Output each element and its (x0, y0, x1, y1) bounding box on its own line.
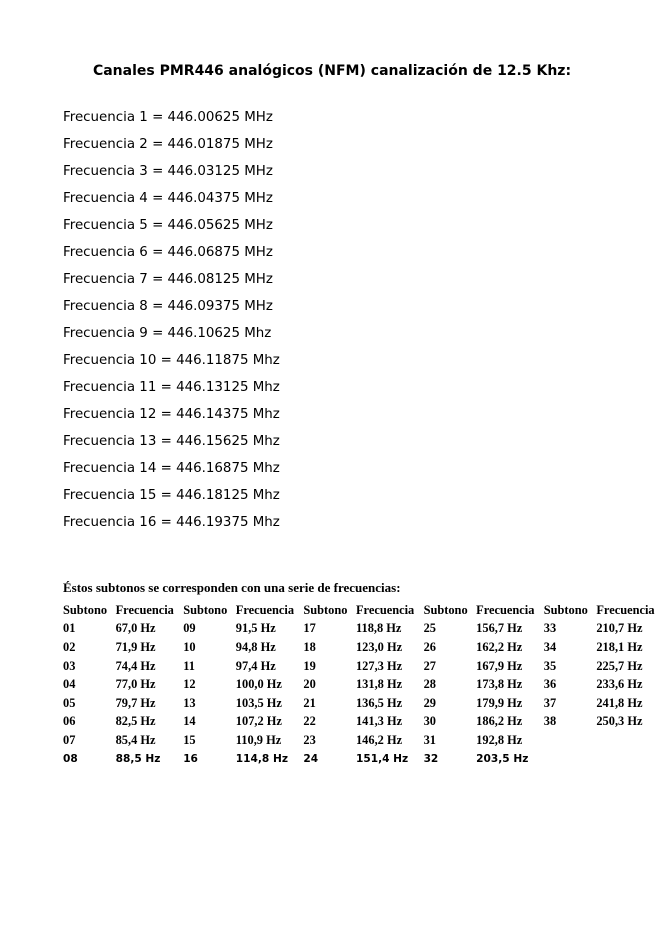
subtono-cell: 30 (423, 714, 436, 729)
subtones-intro: Éstos subtonos se corresponden con una serie de frecuencias: (63, 580, 401, 595)
subtono-cell: 02 (63, 639, 76, 654)
frequency-item: Frecuencia 11 = 446.13125 Mhz (63, 380, 280, 395)
frecuencia-cell (596, 731, 664, 750)
header-subtono: Subtono (423, 602, 468, 617)
subtono-cell: 15 (183, 732, 196, 747)
frequency-item: Frecuencia 10 = 446.11875 Mhz (63, 353, 280, 368)
header-frecuencia: Frecuencia (355, 602, 415, 617)
frecuencia-cell: 167,9 Hz (476, 658, 523, 673)
frecuencia-cell: 250,3 Hz (596, 714, 643, 729)
subtono-cell: 09 (183, 621, 196, 636)
table-row (63, 713, 664, 732)
frecuencia-cell: 110,9 Hz (235, 732, 282, 747)
subtono-cell: 14 (183, 714, 196, 729)
subtono-cell: 22 (303, 714, 316, 729)
frecuencia-cell: 241,8 Hz (596, 695, 643, 710)
frecuencia-cell: 79,7 Hz (115, 695, 156, 710)
frequency-item: Frecuencia 1 = 446.00625 MHz (63, 110, 273, 125)
frequency-item: Frecuencia 16 = 446.19375 Mhz (63, 515, 280, 530)
subtono-cell: 33 (543, 621, 557, 636)
subtono-cell (544, 750, 597, 769)
frecuencia-cell: 91,5 Hz (235, 621, 276, 636)
frecuencia-cell: 85,4 Hz (115, 732, 156, 747)
frecuencia-cell: 162,2 Hz (476, 639, 523, 654)
subtono-cell: 29 (423, 695, 436, 710)
frecuencia-cell: 114,8 Hz (235, 753, 289, 766)
frecuencia-cell: 103,5 Hz (235, 695, 282, 710)
frecuencia-cell: 173,8 Hz (476, 677, 523, 692)
subtono-cell: 32 (423, 753, 439, 766)
frecuencia-cell: 141,3 Hz (355, 714, 403, 729)
subtono-cell (544, 731, 597, 750)
subtono-cell: 01 (63, 621, 76, 636)
table-row (63, 731, 664, 750)
frecuencia-cell: 94,8 Hz (235, 639, 276, 654)
subtono-cell: 03 (63, 658, 76, 673)
frecuencia-cell: 71,9 Hz (115, 639, 156, 654)
frequency-item: Frecuencia 8 = 446.09375 MHz (63, 299, 273, 314)
header-frecuencia: Frecuencia (476, 602, 535, 617)
frequency-item: Frecuencia 12 = 446.14375 Mhz (63, 407, 280, 422)
header-subtono: Subtono (303, 602, 348, 617)
frecuencia-cell: 74,4 Hz (115, 658, 156, 673)
subtono-cell: 20 (303, 677, 316, 692)
subtono-cell: 36 (543, 677, 557, 692)
frequency-item: Frecuencia 7 = 446.08125 MHz (63, 272, 273, 287)
subtono-cell: 26 (423, 639, 436, 654)
subtono-cell: 07 (63, 732, 76, 747)
frecuencia-cell: 131,8 Hz (355, 677, 403, 692)
page-title: Canales PMR446 analógicos (NFM) canalización de 12.5 Khz: (92, 63, 572, 79)
subtono-cell: 35 (543, 658, 557, 673)
frecuencia-cell: 210,7 Hz (596, 621, 643, 636)
subtono-cell: 23 (303, 732, 316, 747)
frequency-item: Frecuencia 9 = 446.10625 Mhz (63, 326, 272, 341)
frecuencia-cell: 203,5 Hz (476, 753, 529, 766)
subtono-cell: 18 (303, 639, 316, 654)
subtono-cell: 31 (423, 732, 436, 747)
frecuencia-cell: 233,6 Hz (596, 677, 643, 692)
frecuencia-cell: 77,0 Hz (115, 677, 156, 692)
subtono-cell: 19 (303, 658, 316, 673)
frequency-item: Frecuencia 13 = 446.15625 Mhz (63, 434, 280, 449)
table-row (63, 694, 664, 713)
frecuencia-cell: 107,2 Hz (235, 714, 282, 729)
frequency-list (63, 108, 280, 540)
frecuencia-cell (596, 750, 664, 769)
subtono-cell: 21 (303, 695, 316, 710)
frequency-item: Frecuencia 14 = 446.16875 Mhz (63, 461, 280, 476)
subtono-cell: 27 (423, 658, 436, 673)
subtono-cell: 24 (303, 753, 319, 766)
frecuencia-cell: 192,8 Hz (476, 732, 523, 747)
subtono-cell: 37 (543, 695, 557, 710)
table-row (63, 620, 664, 639)
header-subtono: Subtono (63, 602, 108, 617)
frecuencia-cell: 127,3 Hz (355, 658, 403, 673)
table-row (63, 638, 664, 657)
frecuencia-cell: 97,4 Hz (235, 658, 276, 673)
subtono-cell: 34 (543, 639, 557, 654)
subtono-cell: 06 (63, 714, 76, 729)
frecuencia-cell: 151,4 Hz (355, 753, 409, 766)
header-subtono: Subtono (183, 602, 228, 617)
frequency-item: Frecuencia 5 = 446.05625 MHz (63, 218, 273, 233)
table-row (63, 675, 664, 694)
header-frecuencia: Frecuencia (235, 602, 295, 617)
subtono-cell: 10 (183, 639, 196, 654)
frecuencia-cell: 218,1 Hz (596, 639, 643, 654)
frecuencia-cell: 146,2 Hz (355, 732, 403, 747)
frequency-item: Frecuencia 15 = 446.18125 Mhz (63, 488, 280, 503)
header-frecuencia: Frecuencia (115, 602, 174, 617)
subtono-cell: 28 (423, 677, 436, 692)
subtono-cell: 38 (543, 714, 557, 729)
subtono-cell: 11 (183, 658, 195, 673)
frecuencia-cell: 136,5 Hz (355, 695, 403, 710)
header-subtono: Subtono (543, 602, 588, 617)
frecuencia-cell: 156,7 Hz (476, 621, 523, 636)
subtono-cell: 08 (63, 753, 78, 766)
frecuencia-cell: 123,0 Hz (355, 639, 403, 654)
frequency-item: Frecuencia 6 = 446.06875 MHz (63, 245, 273, 260)
table-row (63, 657, 664, 676)
subtono-cell: 13 (183, 695, 196, 710)
frecuencia-cell: 179,9 Hz (476, 695, 523, 710)
table-row (63, 750, 664, 769)
subtono-cell: 05 (63, 695, 76, 710)
frecuencia-cell: 225,7 Hz (596, 658, 643, 673)
subtones-body (63, 620, 664, 769)
header-frecuencia: Frecuencia (596, 602, 655, 617)
frecuencia-cell: 186,2 Hz (476, 714, 523, 729)
subtones-table (63, 601, 664, 768)
frequency-item: Frecuencia 3 = 446.03125 MHz (63, 164, 273, 179)
subtono-cell: 12 (183, 677, 196, 692)
subtono-cell: 25 (423, 621, 436, 636)
frecuencia-cell: 100,0 Hz (235, 677, 282, 692)
frecuencia-cell: 67,0 Hz (115, 621, 156, 636)
subtono-cell: 04 (63, 677, 76, 692)
subtono-cell: 16 (183, 753, 198, 766)
frecuencia-cell: 88,5 Hz (115, 753, 161, 766)
frequency-item: Frecuencia 4 = 446.04375 MHz (63, 191, 273, 206)
subtones-header-row (63, 601, 664, 620)
subtono-cell: 17 (303, 621, 316, 636)
frequency-item: Frecuencia 2 = 446.01875 MHz (63, 137, 273, 152)
frecuencia-cell: 118,8 Hz (355, 621, 402, 636)
frecuencia-cell: 82,5 Hz (115, 714, 156, 729)
